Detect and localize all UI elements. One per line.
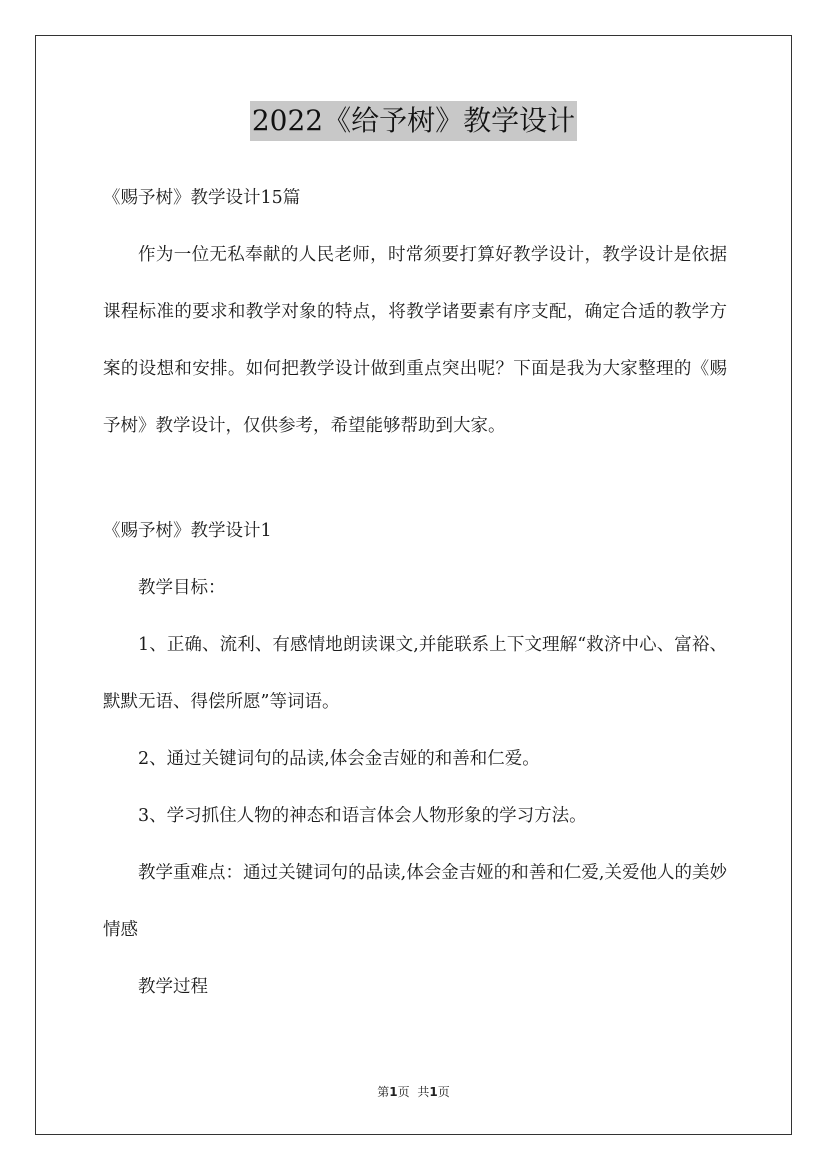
total-suffix: 页 — [437, 1085, 450, 1099]
page-footer — [0, 1083, 827, 1100]
total-prefix: 共 — [417, 1085, 430, 1099]
key-points: 教学重难点：通过关键词句的品读,体会金吉娅的和善和仁爱,关爱他人的美妙情感 — [103, 863, 727, 940]
total-pages: 1 — [429, 1085, 438, 1099]
process-heading: 教学过程 — [138, 977, 208, 997]
objective-3: 3、学习抓住人物的神态和语言体会人物形象的学习方法。 — [138, 806, 587, 826]
title-container — [0, 101, 827, 141]
document-title: 2022《给予树》教学设计 — [250, 101, 577, 141]
section-title: 《赐予树》教学设计1 — [103, 521, 272, 541]
objectives-heading: 教学目标： — [138, 578, 226, 598]
page-suffix: 页 — [397, 1085, 410, 1099]
document-body — [103, 170, 727, 1016]
page-number: 1 — [389, 1085, 398, 1099]
intro-paragraph: 作为一位无私奉献的人民老师，时常须要打算好教学设计，教学设计是依据课程标准的要求和教学对象的特点，将教学诸要素有序支配，确定合适的教学方案的设想和安排。如何把教学设计做到重点突出呢？下面是我为大家整理的《赐予树》教学设计，仅供参考，希望能够帮助到大家。 — [103, 245, 727, 436]
objective-1: 1、正确、流利、有感情地朗读课文,并能联系上下文理解“救济中心、富裕、默默无语、得偿所愿”等词语。 — [103, 635, 727, 712]
page-prefix: 第 — [377, 1085, 390, 1099]
objective-2: 2、通过关键词句的品读,体会金吉娅的和善和仁爱。 — [138, 749, 540, 769]
document-subtitle: 《赐予树》教学设计15篇 — [103, 188, 301, 208]
